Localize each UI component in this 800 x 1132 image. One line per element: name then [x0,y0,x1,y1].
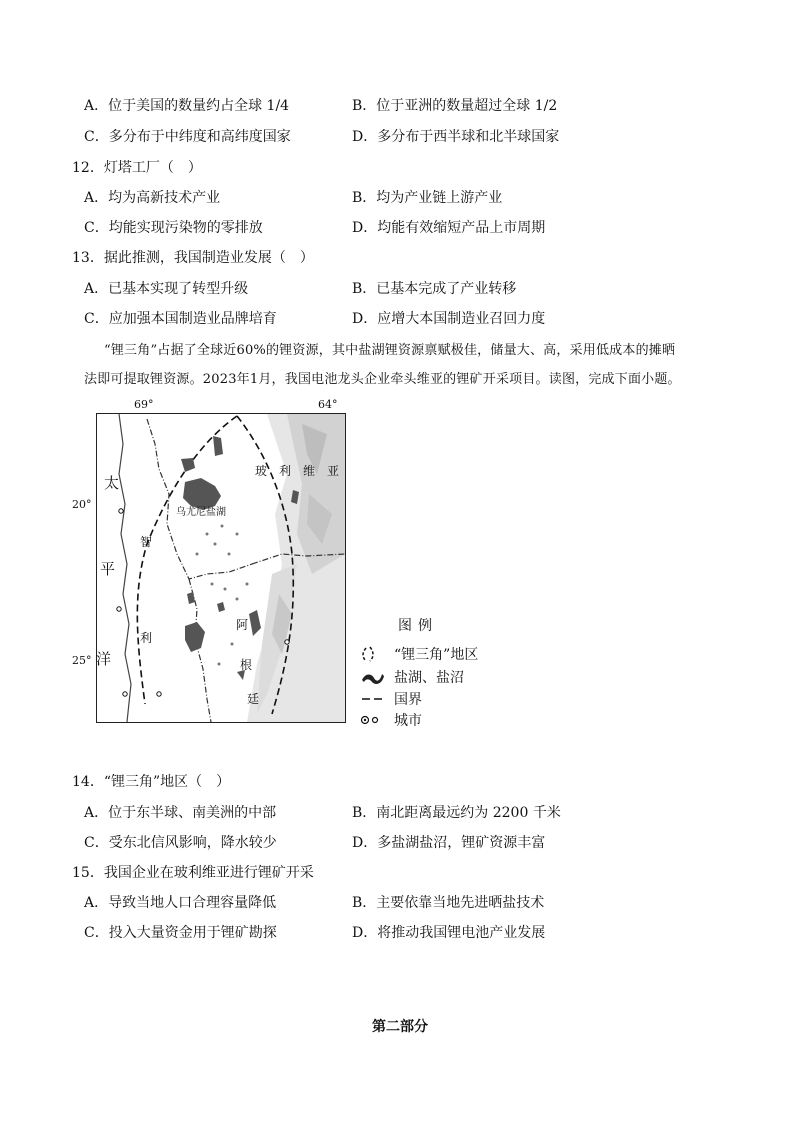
legend-row-triangle [360,644,478,664]
q14-option-c: C．受东北信风影响，降水较少 [84,835,277,851]
q13-option-c: C．应加强本国制造业品牌培育 [84,311,277,327]
dashed-boundary-icon [360,645,394,663]
map-label-bolivia: 玻 利 维 亚 [255,464,340,478]
terrain-shading [247,414,345,722]
q13-option-d: D．应增大本国制造业召回力度 [352,311,546,327]
map-label-ocean-3: 洋 [96,650,112,668]
passage-line-1: “锂三角”占据了全球近60%的锂资源，其中盐湖锂资源禀赋极佳，储量大、高，采用低成本的摊晒 [104,343,676,358]
legend-label-salt-lake: 盐湖、盐沼 [394,670,464,686]
map-canvas [97,414,345,722]
q14-option-b: B．南北距离最远约为 2200 千米 [352,805,561,821]
map-label-arg-3: 廷 [247,692,260,706]
coastline [119,414,131,722]
city-marker [157,692,161,696]
border-line-icon [360,690,394,708]
q11-option-a: A．位于美国的数量约占全球 1/4 [84,98,290,114]
q11-option-b: B．位于亚洲的数量超过全球 1/2 [352,98,558,114]
q15-option-a: A．导致当地人口合理容量降低 [84,895,277,911]
salt-lake-small-3 [217,602,225,612]
map-lat-top: 20° [72,498,92,511]
map-lon-right: 64° [318,398,338,411]
map-label-arg-2: 根 [240,658,253,672]
q12-option-a: A．均为高新技术产业 [84,190,221,206]
legend-title: 图例 [398,618,438,634]
legend-label-triangle: “锂三角”地区 [394,647,479,663]
q15-option-d: D．将推动我国锂电池产业发展 [352,925,546,941]
legend-row-salt-lake [360,667,464,687]
passage-line-2: 法即可提取锂资源。2023年1月，我国电池龙头企业牵头维亚的锂矿开采项目。读图，完成下面小题。 [84,372,681,387]
q14-option-d: D．多盐湖盐沼，锂矿资源丰富 [352,835,546,851]
lithium-triangle-map [96,413,346,723]
q13-option-a: A．已基本实现了转型升级 [84,281,249,297]
q14-option-a: A．位于东半球、南美洲的中部 [84,805,277,821]
salt-lake-north [213,436,223,456]
map-label-ocean-2: 平 [100,560,116,578]
salt-lake-small-2 [187,592,195,604]
q15-option-c: C．投入大量资金用于锂矿勘探 [84,925,277,941]
q11-option-c: C．多分布于中纬度和高纬度国家 [84,129,291,145]
map-label-chile-1: 智 [140,535,153,549]
q12-option-c: C．均能实现污染物的零排放 [84,220,263,236]
map-label-ocean-1: 太 [104,474,120,492]
q13-stem: 13．据此推测，我国制造业发展（ ） [72,250,314,266]
salt-lake-icon [360,668,394,686]
map-label-chile-2: 利 [140,631,153,645]
city-marker [123,692,127,696]
q12-stem: 12．灯塔工厂（ ） [72,160,202,176]
city-icon [360,711,394,729]
city-marker [285,640,289,644]
q15-option-b: B．主要依靠当地先进晒盐技术 [352,895,545,911]
city-marker [119,509,123,513]
q13-option-b: B．已基本完成了产业转移 [352,281,517,297]
map-label-salt-lake: 乌尤尼盐湖 [176,507,226,518]
small-features [196,525,249,666]
map-lat-bottom: 25° [72,654,92,667]
legend-label-city: 城市 [394,713,422,729]
salt-lake-atacama [185,622,205,652]
salt-lake-coipasa [181,458,195,472]
q11-option-d: D．多分布于西半球和北半球国家 [352,129,560,145]
city-marker [117,607,121,611]
section-title: 第二部分 [372,1019,428,1035]
passage [84,336,724,394]
map-label-arg-1: 阿 [236,618,249,632]
q15-stem: 15．我国企业在玻利维亚进行锂矿开采 [72,865,314,881]
legend-row-border [360,689,422,709]
map-lon-left: 69° [134,398,154,411]
q12-option-d: D．均能有效缩短产品上市周期 [352,220,546,236]
legend-row-city [360,710,422,730]
q14-stem: 14．“锂三角”地区（ ） [72,774,231,790]
q12-option-b: B．均为产业链上游产业 [352,190,503,206]
legend-label-border: 国界 [394,692,422,708]
salt-lake-arg-1 [249,610,261,636]
